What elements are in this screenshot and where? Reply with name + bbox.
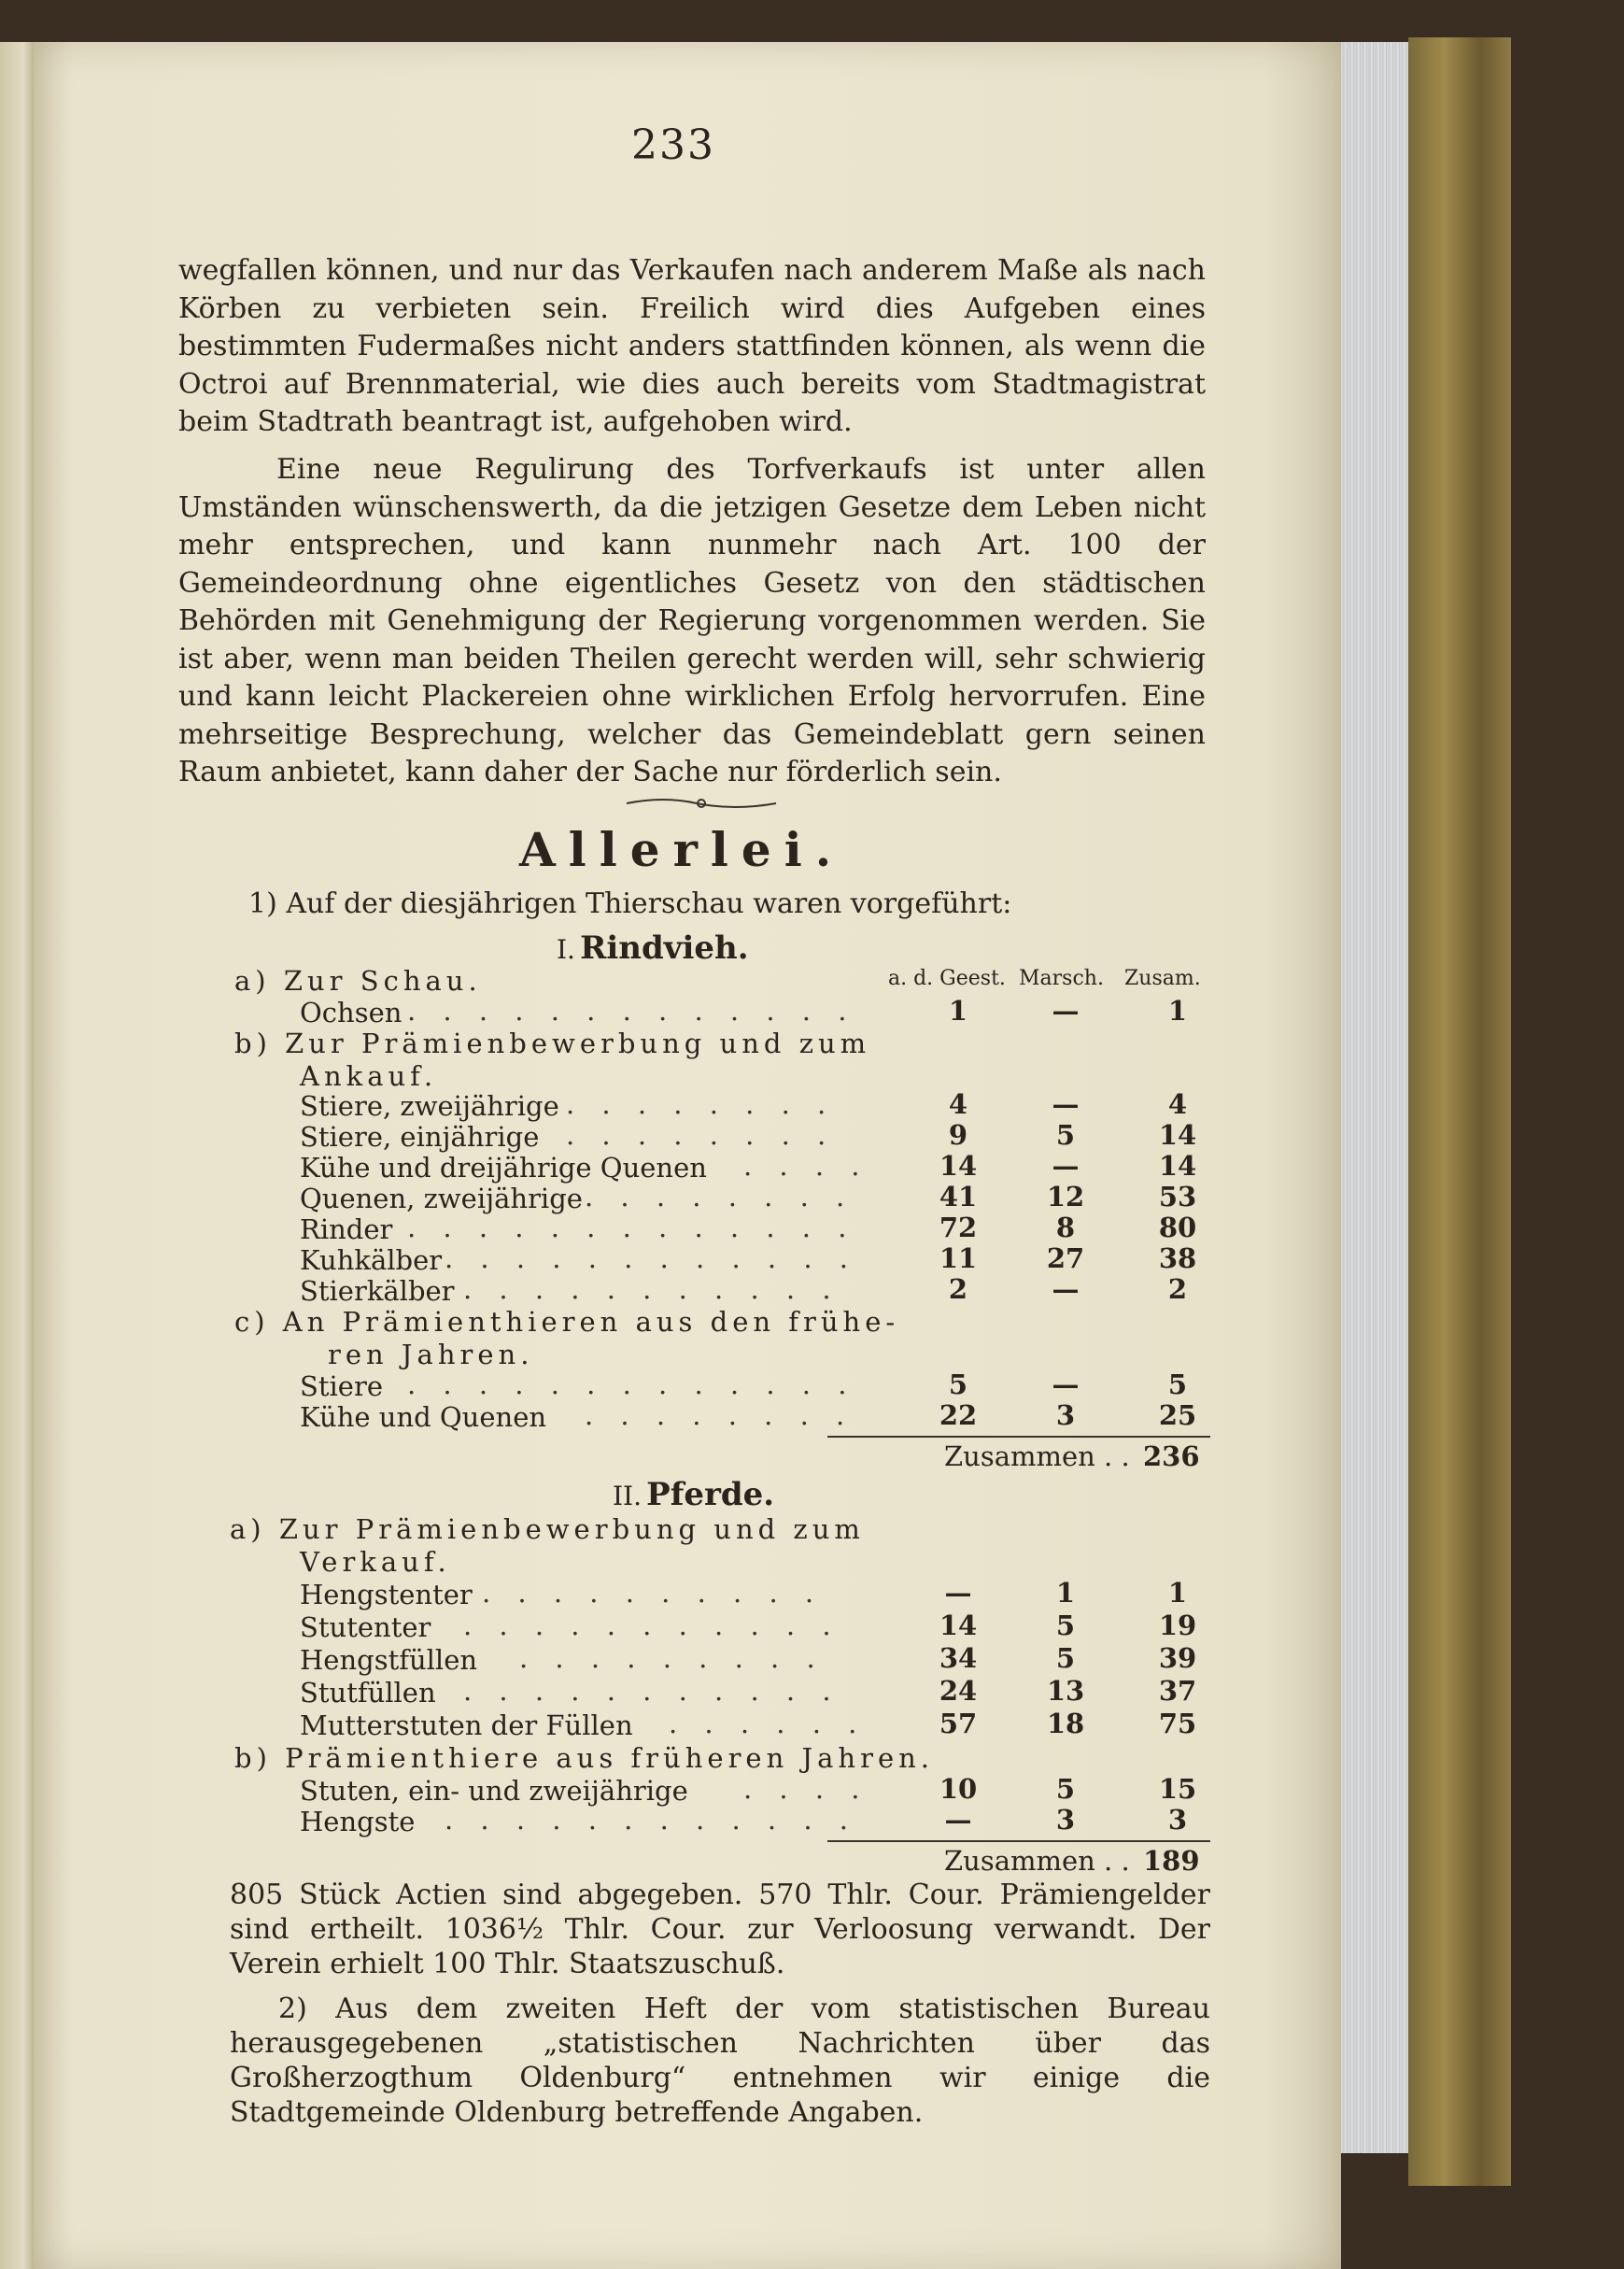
leader-dots: . . . . . . . . . . . bbox=[463, 1675, 840, 1707]
item1-intro: 1) Auf der diesjährigen Thierschau waren vorgeführt: bbox=[248, 887, 1012, 920]
total-label: Zusammen . . bbox=[944, 1440, 1130, 1472]
category-label: b) Prämienthiere aus früheren Jahren. bbox=[234, 1742, 934, 1774]
section1-numeral: I. bbox=[557, 934, 575, 965]
value-zusam: 75 bbox=[1158, 1708, 1197, 1739]
value-zusam: 1 bbox=[1167, 995, 1188, 1027]
section2-title: Pferde. bbox=[646, 1476, 775, 1513]
value-marsch: 3 bbox=[1055, 1399, 1076, 1431]
row-label: Stiere, einjährige bbox=[300, 1121, 540, 1153]
value-zusam: 2 bbox=[1167, 1273, 1188, 1305]
value-marsch: — bbox=[1052, 1273, 1080, 1305]
row-label: Kuhkälber bbox=[300, 1244, 443, 1276]
row-label: Hengstfüllen bbox=[300, 1644, 478, 1676]
section1-title: Rindvieh. bbox=[580, 929, 749, 967]
colhead-geest: a. d. Geest. bbox=[888, 967, 1006, 990]
value-zusam: 15 bbox=[1158, 1773, 1197, 1805]
leader-dots: . . . . . . . . . bbox=[519, 1642, 825, 1674]
leader-dots: . . . . . . . . . . . . . bbox=[407, 1368, 856, 1400]
row-label: Hengstenter bbox=[300, 1579, 473, 1610]
colhead-marsch: Marsch. bbox=[1019, 967, 1104, 990]
category-label: Ankauf. bbox=[300, 1060, 438, 1092]
value-zusam: 1 bbox=[1167, 1577, 1188, 1609]
facing-page-edge bbox=[0, 42, 34, 2269]
value-geest: 34 bbox=[939, 1642, 978, 1674]
value-geest: 10 bbox=[939, 1773, 978, 1805]
value-zusam: 53 bbox=[1158, 1181, 1197, 1212]
value-marsch: 5 bbox=[1055, 1119, 1076, 1151]
category-label: a) Zur Schau. bbox=[234, 965, 482, 997]
row-label: Stiere, zweijährige bbox=[300, 1090, 559, 1122]
leader-dots: . . . . . . . . bbox=[566, 1119, 836, 1151]
leader-dots: . . . . . . . . bbox=[585, 1399, 854, 1431]
section1-heading bbox=[557, 929, 749, 967]
section2-heading bbox=[613, 1476, 774, 1513]
value-geest: 14 bbox=[939, 1150, 978, 1182]
value-marsch: 18 bbox=[1046, 1708, 1085, 1739]
leader-dots: . . . . . . . . . . . . bbox=[445, 1242, 858, 1274]
row-label: Hengste bbox=[300, 1806, 416, 1837]
row-label: Kühe und dreijährige Quenen bbox=[300, 1152, 707, 1184]
leader-dots: . . . . . . . . bbox=[566, 1088, 836, 1120]
value-marsch: 27 bbox=[1046, 1242, 1085, 1274]
value-zusam: 39 bbox=[1158, 1642, 1197, 1674]
value-geest: — bbox=[944, 1804, 972, 1836]
total-value: 236 bbox=[1143, 1440, 1200, 1472]
category-label: Verkauf. bbox=[300, 1546, 451, 1578]
category-label: c) An Prämienthieren aus den frühe- bbox=[234, 1306, 900, 1338]
value-zusam: 25 bbox=[1158, 1399, 1197, 1431]
value-geest: 5 bbox=[948, 1368, 968, 1400]
leader-dots: . . . . . . . . . . . . bbox=[445, 1804, 858, 1836]
page-content bbox=[34, 42, 1341, 2269]
leader-dots: . . . . bbox=[743, 1773, 869, 1805]
row-label: Rinder bbox=[300, 1213, 393, 1245]
book-page bbox=[34, 42, 1341, 2269]
value-geest: 24 bbox=[939, 1675, 978, 1707]
value-zusam: 14 bbox=[1158, 1150, 1197, 1182]
leader-dots: . . . . . . . . . . . . . bbox=[407, 995, 856, 1027]
value-geest: 4 bbox=[948, 1088, 968, 1120]
value-zusam: 80 bbox=[1158, 1212, 1197, 1243]
value-geest: 41 bbox=[939, 1181, 978, 1212]
value-zusam: 38 bbox=[1158, 1242, 1197, 1274]
row-label: Kühe und Quenen bbox=[300, 1401, 547, 1433]
row-label: Quenen, zweijährige bbox=[300, 1183, 583, 1214]
value-marsch: — bbox=[1052, 1088, 1080, 1120]
value-geest: 14 bbox=[939, 1610, 978, 1641]
category-label: a) Zur Prämienbewerbung und zum bbox=[230, 1513, 865, 1545]
value-marsch: 1 bbox=[1055, 1577, 1076, 1609]
book-cover bbox=[1408, 37, 1511, 2186]
value-zusam: 19 bbox=[1158, 1610, 1197, 1641]
leader-dots: . . . . . . . . bbox=[585, 1181, 854, 1212]
value-zusam: 14 bbox=[1158, 1119, 1197, 1151]
category-label: b) Zur Prämienbewerbung und zum bbox=[234, 1028, 871, 1059]
value-marsch: 5 bbox=[1055, 1610, 1076, 1641]
leader-dots: . . . . bbox=[743, 1150, 869, 1182]
value-marsch: — bbox=[1052, 1150, 1080, 1182]
row-label: Stutenter bbox=[300, 1611, 431, 1643]
item2-paragraph: 2) Aus dem zweiten Heft der vom statistischen Bureau herausgegebenen „statistischen Nachrichten über das Großherzogthum Oldenburg“ entnehmen wir einige die Stadtgemeinde Oldenburg betreffende Angaben. bbox=[230, 1992, 1210, 2129]
value-marsch: 13 bbox=[1046, 1675, 1085, 1707]
value-geest: 9 bbox=[948, 1119, 968, 1151]
value-zusam: 3 bbox=[1167, 1804, 1188, 1836]
leader-dots: . . . . . . . . . . . bbox=[463, 1610, 840, 1641]
intro-paragraph: wegfallen können, und nur das Verkaufen nach anderem Maße als nach Körben zu verbieten sein. Freilich wird dies Aufgeben eines bestimmten Fudermaßes nicht anders stattfinden können, als wenn die Octroi auf Brennmaterial, wie dies auch bereits vom Stadtmagistrat beim Stadtrath beantragt ist, aufgehoben wird. bbox=[178, 254, 1206, 438]
value-marsch: 12 bbox=[1046, 1181, 1085, 1212]
row-label: Stuten, ein- und zweijährige bbox=[300, 1775, 688, 1807]
value-marsch: 5 bbox=[1055, 1642, 1076, 1674]
leader-dots: . . . . . . . . . . bbox=[482, 1577, 824, 1609]
value-marsch: — bbox=[1052, 1368, 1080, 1400]
row-label: Ochsen bbox=[300, 997, 402, 1028]
ornament-divider bbox=[622, 794, 781, 813]
second-paragraph: Eine neue Regulirung des Torfverkaufs ist unter allen Umständen wünschenswerth, da die jetzigen Gesetze dem Leben nicht mehr entsprechen, und kann nunmehr nach Art. 100 der Gemeindeordnung ohne eigentliches Gesetz von den städtischen Behörden mit Genehmigung der Regierung vorgenommen werden. Sie ist aber, wenn man beiden Theilen gerecht werden will, sehr schwierig und kann leicht Plackereien ohne wirklichen Erfolg hervorrufen. Eine mehrseitige Besprechung, welcher das Gemeindeblatt gern seinen Raum anbietet, kann daher der Sache nur förderlich sein. bbox=[178, 453, 1206, 788]
colhead-zusam: Zusam. bbox=[1124, 967, 1201, 990]
value-zusam: 4 bbox=[1167, 1088, 1188, 1120]
value-marsch: 8 bbox=[1055, 1212, 1076, 1243]
section-heading: Allerlei. bbox=[519, 822, 845, 877]
sum-rule bbox=[827, 1436, 1210, 1438]
leader-dots: . . . . . . . . . . . . . bbox=[407, 1212, 856, 1243]
row-label: Mutterstuten der Füllen bbox=[300, 1709, 633, 1741]
value-marsch: 3 bbox=[1055, 1804, 1076, 1836]
closing-paragraph: 805 Stück Actien sind abgegeben. 570 Thlr. Cour. Prämiengelder sind ertheilt. 1036½ Thlr. Cour. zur Verloosung verwandt. Der Verein erhielt 100 Thlr. Staatszuschuß. bbox=[230, 1879, 1210, 1980]
value-geest: 57 bbox=[939, 1708, 978, 1739]
row-label: Stutfüllen bbox=[300, 1677, 436, 1709]
page-edges bbox=[1341, 42, 1408, 2153]
leader-dots: . . . . . . . . . . . bbox=[463, 1273, 840, 1305]
row-label: Stierkälber bbox=[300, 1275, 455, 1307]
total-label: Zusammen . . bbox=[944, 1845, 1130, 1877]
value-zusam: 37 bbox=[1158, 1675, 1197, 1707]
page-number: 233 bbox=[631, 121, 715, 169]
category-label: ren Jahren. bbox=[328, 1339, 534, 1370]
row-label: Stiere bbox=[300, 1370, 383, 1402]
sum-rule bbox=[827, 1840, 1210, 1842]
value-zusam: 5 bbox=[1167, 1368, 1188, 1400]
value-geest: 2 bbox=[948, 1273, 968, 1305]
leader-dots: . . . . . . bbox=[669, 1708, 867, 1739]
value-geest: 1 bbox=[948, 995, 968, 1027]
total-value: 189 bbox=[1143, 1845, 1200, 1877]
value-marsch: — bbox=[1052, 995, 1080, 1027]
value-geest: 22 bbox=[939, 1399, 978, 1431]
section2-numeral: II. bbox=[613, 1481, 643, 1511]
value-marsch: 5 bbox=[1055, 1773, 1076, 1805]
value-geest: 72 bbox=[939, 1212, 978, 1243]
value-geest: — bbox=[944, 1577, 972, 1609]
value-geest: 11 bbox=[939, 1242, 978, 1274]
